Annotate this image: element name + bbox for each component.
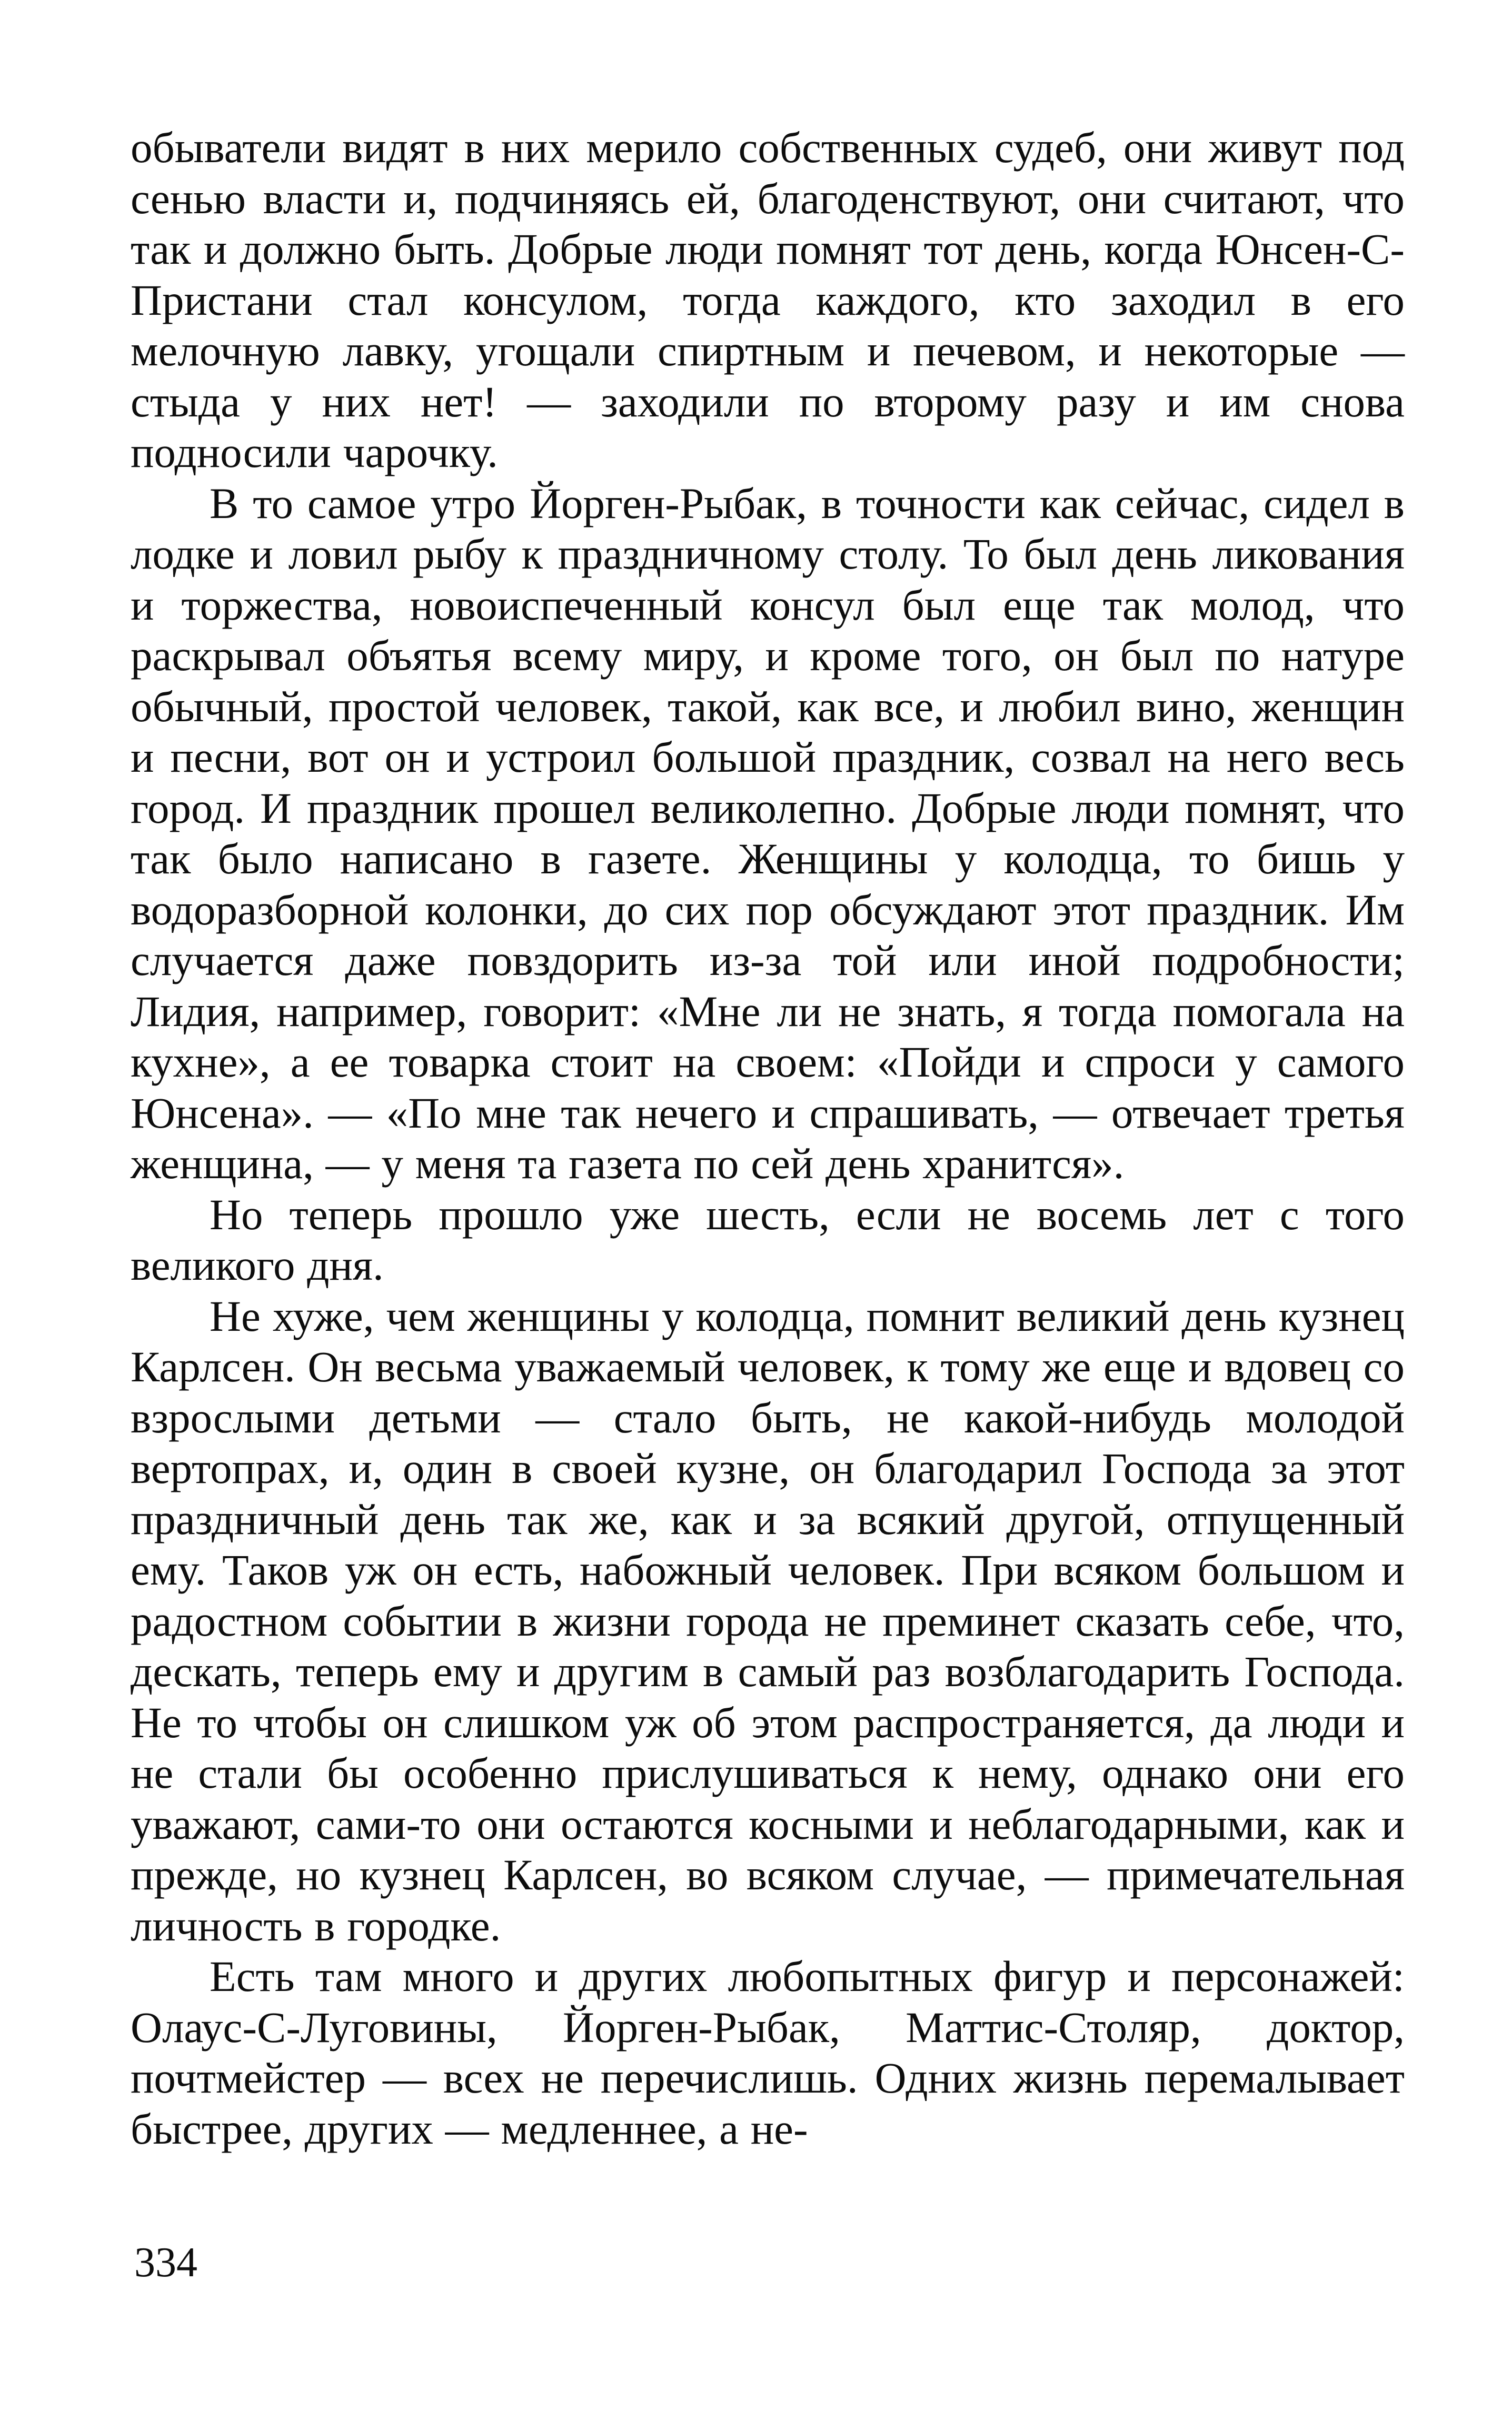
paragraph-4: Не хуже, чем женщины у колодца, помнит великий день кузнец Карлсен. Он весьма уважаемый человек, к тому же еще и вдовец со взрослыми детьми — стало быть, не какой-нибудь молодой вертопрах, и, один в своей кузне, он благодарил Господа за этот праздничный день так же, как и за всякий другой, отпущенный ему. Таков уж он есть, набожный человек. При всяком большом и радостном событии в жизни города не преминет сказать себе, что, дескать, теперь ему и другим в самый раз возблагодарить Господа. Не то чтобы он слишком уж об этом распространяется, да люди и не стали бы особенно прислушиваться к нему, однако они его уважают, сами-то они остаются косными и неблагодарными, как и прежде, но кузнец Карлсен, во всяком случае, — примечательная личность в городке.: [131, 1291, 1405, 1950]
paragraph-3: Но теперь прошло уже шесть, если не восемь лет с того великого дня.: [131, 1190, 1405, 1289]
paragraph-2: В то самое утро Йорген-Рыбак, в точности как сейчас, сидел в лодке и ловил рыбу к праздничному столу. То был день ликования и торжества, новоиспеченный консул был еще так молод, что раскрывал объятья всему миру, и кроме того, он был по натуре обычный, простой человек, такой, как все, и любил вино, женщин и песни, вот он и устроил большой праздник, созвал на него весь город. И праздник прошел великолепно. Добрые люди помнят, что так было написано в газете. Женщины у колодца, то бишь у водоразборной колонки, до сих пор обсуждают этот праздник. Им случается даже повздорить из-за той или иной подробности; Лидия, например, говорит: «Мне ли не знать, я тогда помогала на кухне», а ее товарка стоит на своем: «Пойди и спроси у самого Юнсена». — «По мне так нечего и спрашивать, — отвечает третья женщина, — у меня та газета по сей день хранится».: [131, 479, 1405, 1188]
book-page-text: [131, 122, 1405, 2154]
paragraph-1: обыватели видят в них мерило собственных судеб, они живут под сенью власти и, подчиняясь ей, благоденствуют, они считают, что так и должно быть. Добрые люди помнят тот день, когда Юнсен-С-Пристани стал консулом, тогда каждого, кто заходил в его мелочную лавку, угощали спиртным и печевом, и некоторые — стыда у них нет! — заходили по второму разу и им снова подносили чарочку.: [131, 123, 1405, 476]
paragraph-5: Есть там много и других любопытных фигур и персонажей: Олаус-С-Луговины, Йорген-Рыбак, Маттис-Столяр, доктор, почтмейстер — всех не перечислишь. Одних жизнь перемалывает быстрее, других — медленнее, а не-: [131, 1952, 1405, 2153]
page-number: 334: [134, 2239, 197, 2286]
